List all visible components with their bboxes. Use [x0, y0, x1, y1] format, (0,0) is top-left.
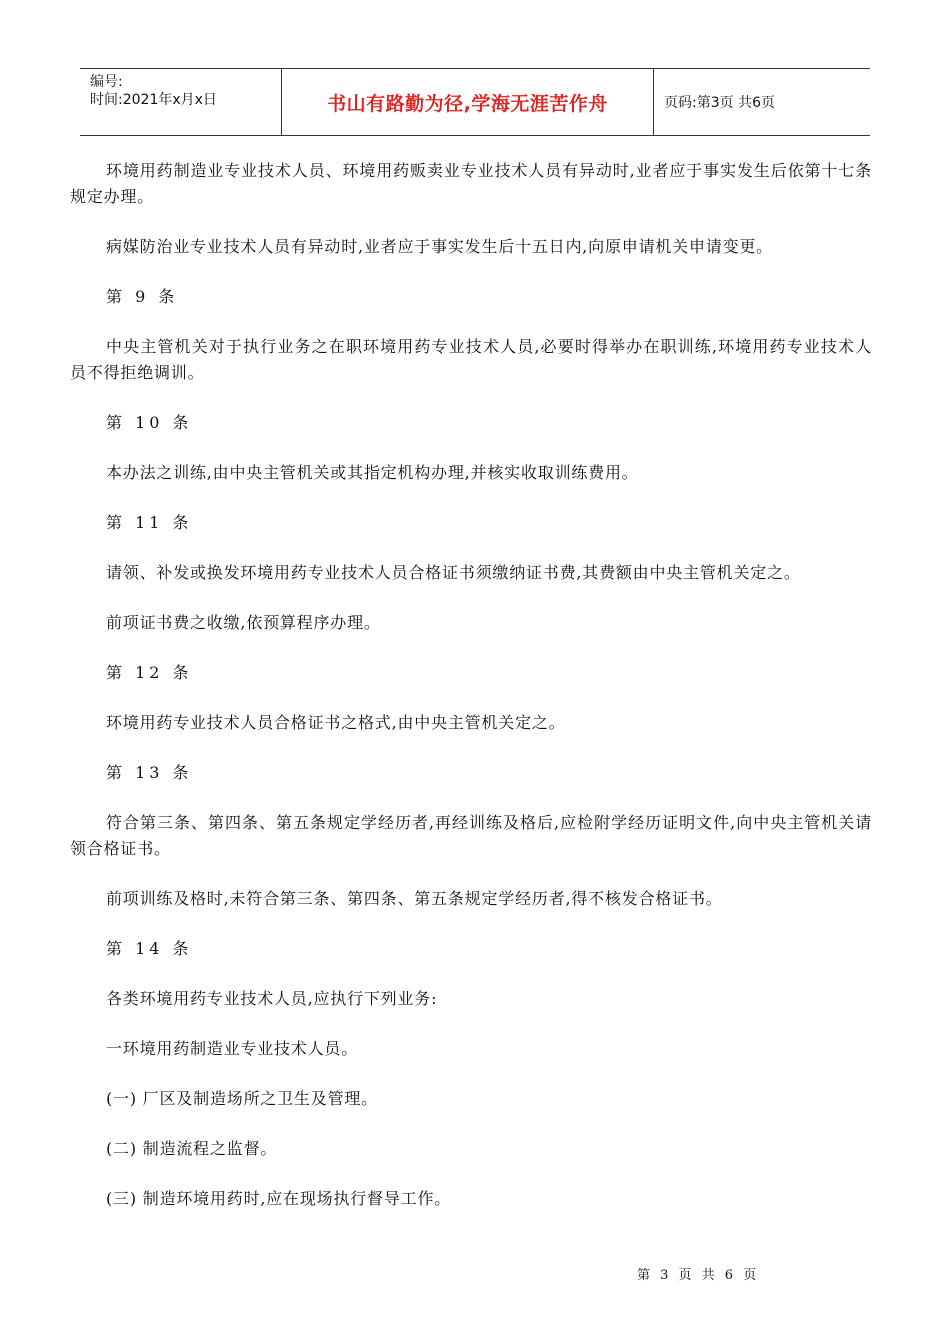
paragraph: 环境用药专业技术人员合格证书之格式,由中央主管机关定之。 — [106, 713, 566, 732]
document-date-label: 时间:2021年x月x日 — [90, 92, 217, 108]
page-header — [80, 68, 870, 136]
paragraph: 一环境用药制造业专业技术人员。 — [106, 1039, 359, 1058]
paragraph: 病媒防治业专业技术人员有异动时,业者应于事实发生后十五日内,向原申请机关申请变更。 — [106, 237, 773, 256]
article-heading: 第 12 条 — [106, 663, 193, 682]
page-footer: 第 3 页 共 6 页 — [637, 1268, 760, 1283]
paragraph: 前项证书费之收缴,依预算程序办理。 — [106, 613, 381, 632]
header-page-info: 页码:第3页 共6页 — [664, 95, 775, 111]
paragraph: 环境用药制造业专业技术人员、环境用药贩卖业专业技术人员有异动时,业者应于事实发生后依第十七条规定办理。 — [70, 161, 872, 206]
document-number-label: 编号: — [90, 74, 123, 90]
article-heading: 第 14 条 — [106, 939, 193, 958]
article-heading: 第 11 条 — [106, 513, 193, 532]
list-item: (三) 制造环境用药时,应在现场执行督导工作。 — [106, 1189, 452, 1208]
list-item: (一) 厂区及制造场所之卫生及管理。 — [106, 1089, 378, 1108]
paragraph: 符合第三条、第四条、第五条规定学经历者,再经训练及格后,应检附学经历证明文件,向中央主管机关请领合格证书。 — [70, 813, 872, 858]
list-item: (二) 制造流程之监督。 — [106, 1139, 278, 1158]
paragraph: 中央主管机关对于执行业务之在职环境用药专业技术人员,必要时得举办在职训练,环境用药专业技术人员不得拒绝调训。 — [70, 337, 872, 382]
document-body — [70, 158, 872, 1236]
header-meta — [80, 69, 282, 135]
paragraph: 本办法之训练,由中央主管机关或其指定机构办理,并核实收取训练费用。 — [106, 463, 639, 482]
paragraph: 请领、补发或换发环境用药专业技术人员合格证书须缴纳证书费,其费额由中央主管机关定之。 — [106, 563, 801, 582]
article-heading: 第 13 条 — [106, 763, 193, 782]
paragraph: 各类环境用药专业技术人员,应执行下列业务: — [106, 989, 438, 1008]
article-heading: 第 9 条 — [106, 287, 179, 306]
paragraph: 前项训练及格时,未符合第三条、第四条、第五条规定学经历者,得不核发合格证书。 — [106, 889, 723, 908]
header-motto: 书山有路勤为径,学海无涯苦作舟 — [282, 69, 654, 135]
article-heading: 第 10 条 — [106, 413, 193, 432]
